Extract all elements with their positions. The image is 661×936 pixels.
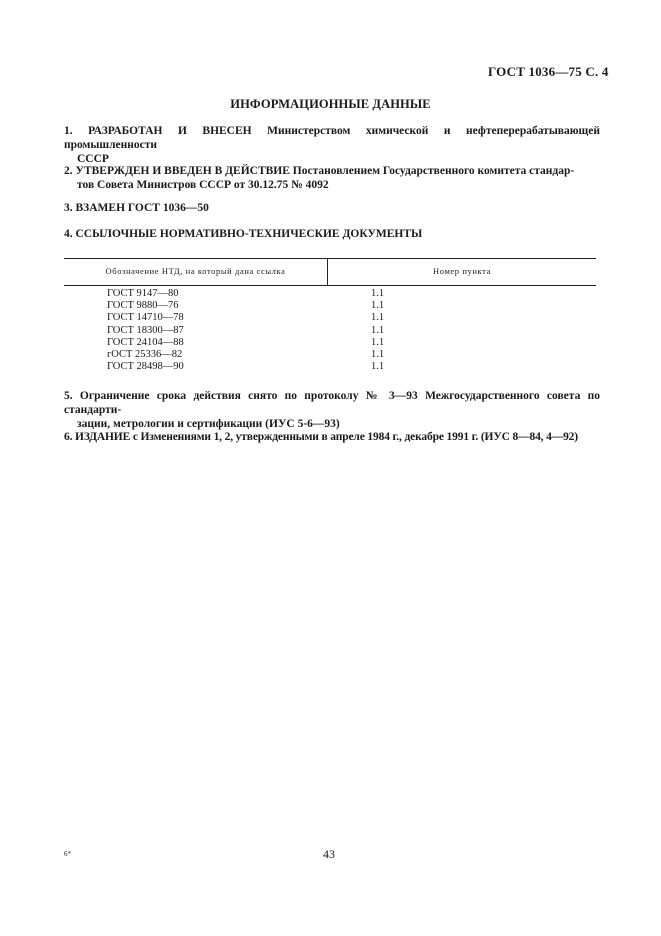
table-cell-clause: 1.1 xyxy=(371,336,385,348)
item-1-line2: СССР xyxy=(77,153,109,165)
table-cell-document: ГОСТ 9147—80 xyxy=(107,288,179,299)
item-1-rest: Министерством химической и нефтеперерабатывающей промышленности xyxy=(64,125,600,151)
table-column-clauses xyxy=(371,288,384,373)
table-top-rule xyxy=(64,258,596,259)
table-cell-clause: 1.1 xyxy=(371,312,385,324)
table-cell-document: ГОСТ 28498—90 xyxy=(107,361,184,373)
table-cell-document: ГОСТ 14710—78 xyxy=(107,312,184,324)
list-item-1 xyxy=(64,124,600,166)
page-header: ГОСТ 1036—75 С. 4 xyxy=(488,64,609,79)
item-2-lead: 2. УТВЕРЖДЕН И ВВЕДЕН В ДЕЙСТВИЕ xyxy=(64,165,290,177)
item-2-rest: Постановлением Государственного комитета стандар- xyxy=(292,165,575,177)
item-2-line2: тов Совета Министров СССР от 30.12.75 № 4092 xyxy=(77,179,329,191)
table-header-rule xyxy=(64,285,596,286)
table-header-document: Обозначение НТД, на который дана ссылка xyxy=(105,266,286,276)
table-cell-clause: 1.1 xyxy=(371,300,385,312)
list-item-4: 4. ССЫЛОЧНЫЕ НОРМАТИВНО-ТЕХНИЧЕСКИЕ ДОКУМЕНТЫ xyxy=(64,228,423,240)
item-1-lead: 1. РАЗРАБОТАН И ВНЕСЕН xyxy=(64,125,252,137)
list-item-2 xyxy=(64,164,600,192)
table-cell-document: ГОСТ 24104—88 xyxy=(107,336,184,348)
table-cell-document: ГОСТ 18300—87 xyxy=(107,324,184,336)
list-item-5 xyxy=(64,389,600,431)
table-cell-clause: 1.1 xyxy=(371,361,385,373)
table-cell-clause: 1.1 xyxy=(371,288,385,299)
table-cell-document: ГОСТ 9880—76 xyxy=(107,300,179,312)
print-mark: 6* xyxy=(64,850,71,858)
page-number: 43 xyxy=(323,847,335,861)
item-5-line2: зации, метрологии и сертификации (ИУС 5-6—93) xyxy=(77,418,340,430)
table-cell-clause: 1.1 xyxy=(371,324,385,336)
section-title: ИНФОРМАЦИОННЫЕ ДАННЫЕ xyxy=(230,97,431,111)
table-cell-clause: 1.1 xyxy=(371,349,385,361)
list-item-3: 3. ВЗАМЕН ГОСТ 1036—50 xyxy=(64,202,209,214)
reference-table xyxy=(64,258,596,373)
item-5-line1: 5. Ограничение срока действия снято по протоколу № 3—93 Межгосударственного совета по стандарти- xyxy=(64,390,600,416)
table-column-documents xyxy=(107,288,184,373)
table-header-clause: Номер пункта xyxy=(433,266,491,276)
table-cell-document: гОСТ 25336—82 xyxy=(107,349,183,361)
list-item-6: 6. ИЗДАНИЕ с Изменениями 1, 2, утвержденными в апреле 1984 г., декабре 1991 г. (ИУС 8—84, 4—92) xyxy=(64,431,578,443)
